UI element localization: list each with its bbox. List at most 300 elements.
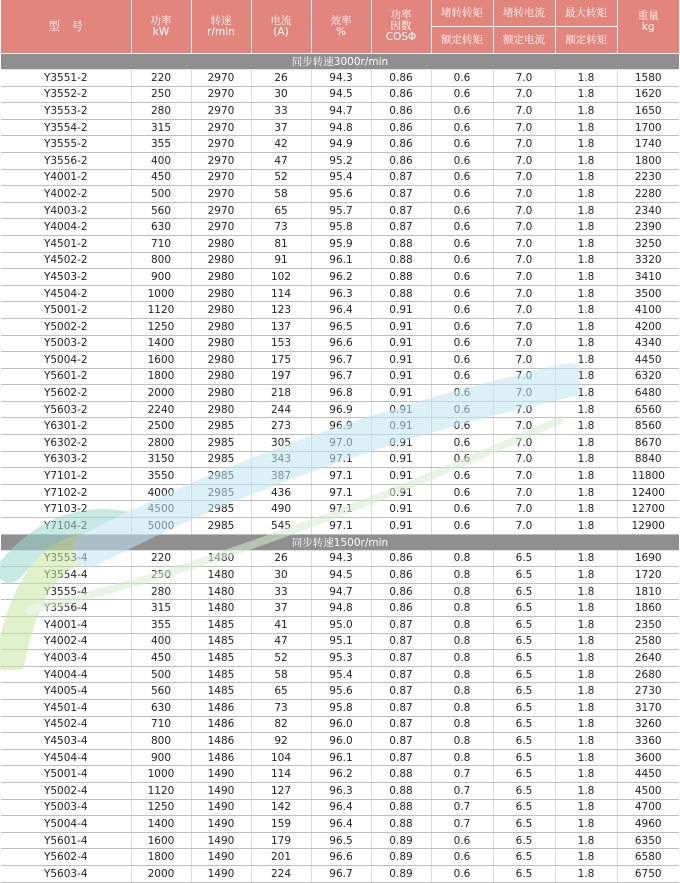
table-row (1, 70, 679, 87)
cell-weight: 8560 (617, 418, 679, 435)
cell-max-torque: 1.8 (555, 816, 617, 833)
cell-weight: 1580 (617, 70, 679, 87)
cell-speed: 2985 (191, 418, 251, 435)
cell-weight: 2390 (617, 219, 679, 236)
cell-current: 490 (251, 501, 311, 518)
cell-speed: 2980 (191, 252, 251, 269)
cell-max-torque: 1.8 (555, 70, 617, 87)
cell-model: Y5002-4 (1, 782, 131, 799)
cell-speed: 2985 (191, 501, 251, 518)
cell-speed: 1490 (191, 799, 251, 816)
cell-locked-current: 6.5 (493, 650, 555, 667)
cell-max-torque: 1.8 (555, 368, 617, 385)
cell-speed: 2980 (191, 302, 251, 319)
cell-efficiency: 95.9 (311, 235, 371, 252)
cell-speed: 1485 (191, 650, 251, 667)
cell-locked-torque: 0.7 (431, 799, 493, 816)
cell-power-factor: 0.91 (371, 368, 431, 385)
section-title: 同步转速3000r/min (1, 54, 679, 70)
cell-current: 65 (251, 683, 311, 700)
cell-max-torque: 1.8 (555, 550, 617, 567)
cell-weight: 4200 (617, 318, 679, 335)
cell-weight: 6580 (617, 849, 679, 866)
cell-locked-torque: 0.6 (431, 119, 493, 136)
cell-max-torque: 1.8 (555, 782, 617, 799)
cell-efficiency: 96.8 (311, 385, 371, 402)
cell-efficiency: 96.1 (311, 252, 371, 269)
cell-power-factor: 0.87 (371, 666, 431, 683)
cell-power: 2000 (131, 385, 191, 402)
cell-model: Y3555-2 (1, 136, 131, 153)
cell-weight: 6320 (617, 368, 679, 385)
cell-locked-current: 6.5 (493, 567, 555, 584)
cell-max-torque: 1.8 (555, 633, 617, 650)
cell-model: Y4503-4 (1, 733, 131, 750)
cell-power-factor: 0.87 (371, 716, 431, 733)
cell-locked-current: 7.0 (493, 302, 555, 319)
cell-speed: 2980 (191, 368, 251, 385)
cell-max-torque: 1.8 (555, 385, 617, 402)
cell-locked-current: 6.5 (493, 832, 555, 849)
cell-current: 41 (251, 617, 311, 634)
cell-efficiency: 95.7 (311, 202, 371, 219)
cell-model: Y4001-2 (1, 169, 131, 186)
cell-current: 127 (251, 782, 311, 799)
cell-max-torque: 1.8 (555, 451, 617, 468)
cell-weight: 1650 (617, 103, 679, 120)
cell-power: 280 (131, 103, 191, 120)
cell-locked-current: 6.5 (493, 766, 555, 783)
cell-power: 2240 (131, 401, 191, 418)
cell-power-factor: 0.87 (371, 219, 431, 236)
cell-max-torque: 1.8 (555, 186, 617, 203)
table-row (1, 318, 679, 335)
cell-current: 142 (251, 799, 311, 816)
table-row (1, 650, 679, 667)
cell-weight: 4100 (617, 302, 679, 319)
cell-speed: 2980 (191, 318, 251, 335)
cell-current: 81 (251, 235, 311, 252)
cell-speed: 2980 (191, 385, 251, 402)
cell-current: 244 (251, 401, 311, 418)
cell-power-factor: 0.86 (371, 583, 431, 600)
cell-speed: 1485 (191, 633, 251, 650)
table-row (1, 799, 679, 816)
cell-weight: 2350 (617, 617, 679, 634)
cell-locked-torque: 0.6 (431, 252, 493, 269)
cell-weight: 3250 (617, 235, 679, 252)
table-row (1, 733, 679, 750)
header-speed: 转速 r/min (191, 0, 251, 54)
cell-power: 3150 (131, 451, 191, 468)
cell-power: 315 (131, 600, 191, 617)
cell-power-factor: 0.87 (371, 169, 431, 186)
cell-efficiency: 95.3 (311, 650, 371, 667)
cell-model: Y5602-4 (1, 849, 131, 866)
cell-power-factor: 0.86 (371, 119, 431, 136)
cell-current: 30 (251, 567, 311, 584)
cell-power-factor: 0.88 (371, 252, 431, 269)
cell-power-factor: 0.86 (371, 70, 431, 87)
table-row (1, 816, 679, 833)
cell-speed: 1486 (191, 716, 251, 733)
cell-efficiency: 97.1 (311, 484, 371, 501)
cell-speed: 2985 (191, 451, 251, 468)
cell-weight: 3410 (617, 269, 679, 286)
cell-weight: 12700 (617, 501, 679, 518)
cell-speed: 2970 (191, 152, 251, 169)
cell-locked-torque: 0.8 (431, 699, 493, 716)
cell-speed: 2970 (191, 70, 251, 87)
cell-locked-current: 6.5 (493, 633, 555, 650)
cell-model: Y4002-4 (1, 633, 131, 650)
cell-weight: 6350 (617, 832, 679, 849)
cell-power-factor: 0.86 (371, 600, 431, 617)
cell-power: 630 (131, 219, 191, 236)
cell-weight: 1810 (617, 583, 679, 600)
cell-power: 250 (131, 86, 191, 103)
table-row (1, 136, 679, 153)
cell-locked-torque: 0.8 (431, 683, 493, 700)
cell-model: Y3553-2 (1, 103, 131, 120)
cell-max-torque: 1.8 (555, 583, 617, 600)
cell-model: Y3556-2 (1, 152, 131, 169)
section-header-row (1, 534, 679, 550)
cell-locked-current: 7.0 (493, 252, 555, 269)
cell-max-torque: 1.8 (555, 103, 617, 120)
cell-current: 123 (251, 302, 311, 319)
cell-current: 104 (251, 749, 311, 766)
table-row (1, 435, 679, 452)
cell-weight: 2230 (617, 169, 679, 186)
table-row (1, 501, 679, 518)
cell-current: 47 (251, 152, 311, 169)
cell-max-torque: 1.8 (555, 235, 617, 252)
cell-model: Y3552-2 (1, 86, 131, 103)
cell-efficiency: 97.1 (311, 468, 371, 485)
cell-max-torque: 1.8 (555, 600, 617, 617)
cell-locked-current: 6.5 (493, 583, 555, 600)
cell-power-factor: 0.87 (371, 683, 431, 700)
cell-current: 42 (251, 136, 311, 153)
cell-efficiency: 95.6 (311, 683, 371, 700)
cell-locked-torque: 0.8 (431, 583, 493, 600)
cell-power-factor: 0.88 (371, 285, 431, 302)
cell-speed: 2970 (191, 86, 251, 103)
cell-weight: 12900 (617, 518, 679, 535)
cell-model: Y3551-2 (1, 70, 131, 87)
cell-weight: 3600 (617, 749, 679, 766)
cell-max-torque: 1.8 (555, 716, 617, 733)
cell-max-torque: 1.8 (555, 285, 617, 302)
cell-model: Y3553-4 (1, 550, 131, 567)
cell-locked-current: 7.0 (493, 318, 555, 335)
cell-current: 545 (251, 518, 311, 535)
cell-power-factor: 0.87 (371, 617, 431, 634)
cell-current: 91 (251, 252, 311, 269)
cell-max-torque: 1.8 (555, 865, 617, 882)
cell-model: Y4502-2 (1, 252, 131, 269)
cell-weight: 1740 (617, 136, 679, 153)
cell-efficiency: 96.0 (311, 733, 371, 750)
cell-power-factor: 0.89 (371, 865, 431, 882)
cell-power-factor: 0.91 (371, 352, 431, 369)
header-power: 功率 kW (131, 0, 191, 54)
cell-locked-current: 6.5 (493, 550, 555, 567)
cell-efficiency: 95.2 (311, 152, 371, 169)
cell-power-factor: 0.89 (371, 832, 431, 849)
cell-power-factor: 0.86 (371, 103, 431, 120)
cell-speed: 2985 (191, 484, 251, 501)
cell-power: 560 (131, 683, 191, 700)
cell-power: 355 (131, 136, 191, 153)
cell-locked-torque: 0.8 (431, 567, 493, 584)
cell-weight: 1690 (617, 550, 679, 567)
cell-max-torque: 1.8 (555, 202, 617, 219)
cell-locked-current: 7.0 (493, 418, 555, 435)
cell-efficiency: 96.2 (311, 269, 371, 286)
table-row (1, 385, 679, 402)
cell-speed: 2980 (191, 335, 251, 352)
cell-model: Y6301-2 (1, 418, 131, 435)
cell-model: Y4501-4 (1, 699, 131, 716)
cell-speed: 1480 (191, 600, 251, 617)
cell-weight: 3170 (617, 699, 679, 716)
cell-power-factor: 0.89 (371, 849, 431, 866)
cell-current: 153 (251, 335, 311, 352)
table-row (1, 716, 679, 733)
cell-locked-current: 6.5 (493, 716, 555, 733)
cell-locked-torque: 0.6 (431, 435, 493, 452)
cell-locked-torque: 0.6 (431, 451, 493, 468)
cell-current: 273 (251, 418, 311, 435)
cell-locked-torque: 0.6 (431, 302, 493, 319)
cell-speed: 1486 (191, 699, 251, 716)
cell-max-torque: 1.8 (555, 832, 617, 849)
cell-power-factor: 0.86 (371, 86, 431, 103)
cell-model: Y4503-2 (1, 269, 131, 286)
cell-power-factor: 0.87 (371, 749, 431, 766)
cell-locked-torque: 0.6 (431, 418, 493, 435)
cell-power: 400 (131, 633, 191, 650)
cell-speed: 1485 (191, 666, 251, 683)
cell-efficiency: 96.1 (311, 749, 371, 766)
cell-power: 2800 (131, 435, 191, 452)
cell-model: Y5003-4 (1, 799, 131, 816)
cell-locked-torque: 0.8 (431, 749, 493, 766)
cell-power-factor: 0.87 (371, 699, 431, 716)
cell-efficiency: 97.1 (311, 518, 371, 535)
table-row (1, 766, 679, 783)
cell-power: 1800 (131, 368, 191, 385)
cell-efficiency: 94.5 (311, 567, 371, 584)
cell-speed: 2980 (191, 401, 251, 418)
cell-efficiency: 94.3 (311, 550, 371, 567)
cell-model: Y5001-2 (1, 302, 131, 319)
cell-locked-torque: 0.8 (431, 633, 493, 650)
cell-power: 800 (131, 252, 191, 269)
header-locked-current-top: 堵转电流 (493, 0, 555, 27)
cell-power: 1400 (131, 816, 191, 833)
cell-power-factor: 0.88 (371, 782, 431, 799)
cell-current: 73 (251, 699, 311, 716)
cell-locked-torque: 0.8 (431, 550, 493, 567)
cell-current: 26 (251, 70, 311, 87)
cell-model: Y4005-4 (1, 683, 131, 700)
cell-efficiency: 94.3 (311, 70, 371, 87)
cell-locked-torque: 0.6 (431, 335, 493, 352)
cell-model: Y4502-4 (1, 716, 131, 733)
cell-efficiency: 96.5 (311, 832, 371, 849)
cell-locked-torque: 0.8 (431, 600, 493, 617)
cell-locked-current: 7.0 (493, 152, 555, 169)
header-model: 型 号 (1, 0, 131, 54)
header-locked-current-bottom: 额定电流 (493, 27, 555, 54)
cell-power-factor: 0.88 (371, 766, 431, 783)
cell-power: 5000 (131, 518, 191, 535)
cell-current: 137 (251, 318, 311, 335)
cell-model: Y4001-4 (1, 617, 131, 634)
cell-model: Y7101-2 (1, 468, 131, 485)
cell-locked-torque: 0.8 (431, 733, 493, 750)
header-current: 电流 (A) (251, 0, 311, 54)
cell-weight: 1860 (617, 600, 679, 617)
cell-model: Y5004-2 (1, 352, 131, 369)
cell-model: Y3556-4 (1, 600, 131, 617)
cell-power-factor: 0.91 (371, 418, 431, 435)
cell-locked-current: 7.0 (493, 86, 555, 103)
cell-current: 47 (251, 633, 311, 650)
cell-efficiency: 95.1 (311, 633, 371, 650)
cell-model: Y5601-2 (1, 368, 131, 385)
table-row (1, 451, 679, 468)
table-row (1, 849, 679, 866)
cell-locked-torque: 0.7 (431, 782, 493, 799)
cell-locked-current: 6.5 (493, 849, 555, 866)
cell-weight: 4500 (617, 782, 679, 799)
cell-efficiency: 97.1 (311, 501, 371, 518)
cell-speed: 1480 (191, 550, 251, 567)
cell-weight: 3320 (617, 252, 679, 269)
cell-speed: 2970 (191, 169, 251, 186)
cell-efficiency: 95.8 (311, 699, 371, 716)
cell-efficiency: 96.2 (311, 766, 371, 783)
cell-power-factor: 0.86 (371, 136, 431, 153)
cell-weight: 6480 (617, 385, 679, 402)
cell-locked-current: 6.5 (493, 799, 555, 816)
cell-locked-torque: 0.8 (431, 617, 493, 634)
cell-weight: 2340 (617, 202, 679, 219)
cell-efficiency: 96.3 (311, 285, 371, 302)
cell-locked-torque: 0.6 (431, 832, 493, 849)
cell-max-torque: 1.8 (555, 152, 617, 169)
cell-current: 37 (251, 119, 311, 136)
cell-model: Y5004-4 (1, 816, 131, 833)
table-row (1, 335, 679, 352)
table-row (1, 219, 679, 236)
cell-efficiency: 96.3 (311, 782, 371, 799)
cell-locked-current: 7.0 (493, 501, 555, 518)
cell-power: 1800 (131, 849, 191, 866)
cell-locked-torque: 0.6 (431, 352, 493, 369)
cell-locked-current: 6.5 (493, 816, 555, 833)
cell-model: Y7103-2 (1, 501, 131, 518)
cell-current: 175 (251, 352, 311, 369)
cell-current: 197 (251, 368, 311, 385)
cell-weight: 1700 (617, 119, 679, 136)
cell-locked-current: 7.0 (493, 468, 555, 485)
cell-model: Y5601-4 (1, 832, 131, 849)
cell-efficiency: 97.1 (311, 451, 371, 468)
cell-locked-current: 7.0 (493, 451, 555, 468)
table-row (1, 285, 679, 302)
cell-power-factor: 0.91 (371, 435, 431, 452)
cell-max-torque: 1.8 (555, 318, 617, 335)
cell-efficiency: 96.7 (311, 865, 371, 882)
cell-speed: 2980 (191, 235, 251, 252)
cell-max-torque: 1.8 (555, 518, 617, 535)
cell-efficiency: 96.6 (311, 335, 371, 352)
cell-locked-current: 6.5 (493, 699, 555, 716)
cell-power: 1600 (131, 832, 191, 849)
cell-weight: 8670 (617, 435, 679, 452)
cell-weight: 3500 (617, 285, 679, 302)
cell-power: 1400 (131, 335, 191, 352)
cell-model: Y3554-4 (1, 567, 131, 584)
cell-efficiency: 96.4 (311, 799, 371, 816)
cell-max-torque: 1.8 (555, 766, 617, 783)
cell-locked-current: 7.0 (493, 352, 555, 369)
cell-speed: 1485 (191, 617, 251, 634)
cell-power-factor: 0.91 (371, 302, 431, 319)
cell-locked-current: 6.5 (493, 733, 555, 750)
table-row (1, 252, 679, 269)
cell-weight: 11800 (617, 468, 679, 485)
cell-power: 1250 (131, 318, 191, 335)
cell-efficiency: 96.9 (311, 418, 371, 435)
cell-power: 355 (131, 617, 191, 634)
table-row (1, 699, 679, 716)
table-row (1, 617, 679, 634)
cell-power: 280 (131, 583, 191, 600)
cell-current: 33 (251, 583, 311, 600)
cell-max-torque: 1.8 (555, 650, 617, 667)
cell-locked-current: 6.5 (493, 782, 555, 799)
cell-max-torque: 1.8 (555, 169, 617, 186)
cell-weight: 1620 (617, 86, 679, 103)
cell-power: 315 (131, 119, 191, 136)
cell-locked-current: 6.5 (493, 617, 555, 634)
cell-weight: 4960 (617, 816, 679, 833)
cell-model: Y4501-2 (1, 235, 131, 252)
cell-power-factor: 0.87 (371, 733, 431, 750)
cell-speed: 2980 (191, 352, 251, 369)
cell-power: 800 (131, 733, 191, 750)
cell-power: 220 (131, 70, 191, 87)
cell-locked-torque: 0.6 (431, 219, 493, 236)
cell-locked-torque: 0.8 (431, 650, 493, 667)
cell-efficiency: 95.8 (311, 219, 371, 236)
cell-model: Y5002-2 (1, 318, 131, 335)
cell-max-torque: 1.8 (555, 699, 617, 716)
cell-weight: 6560 (617, 401, 679, 418)
cell-weight: 4340 (617, 335, 679, 352)
cell-weight: 2730 (617, 683, 679, 700)
cell-speed: 1490 (191, 832, 251, 849)
cell-power-factor: 0.88 (371, 269, 431, 286)
cell-efficiency: 94.8 (311, 600, 371, 617)
table-row (1, 468, 679, 485)
